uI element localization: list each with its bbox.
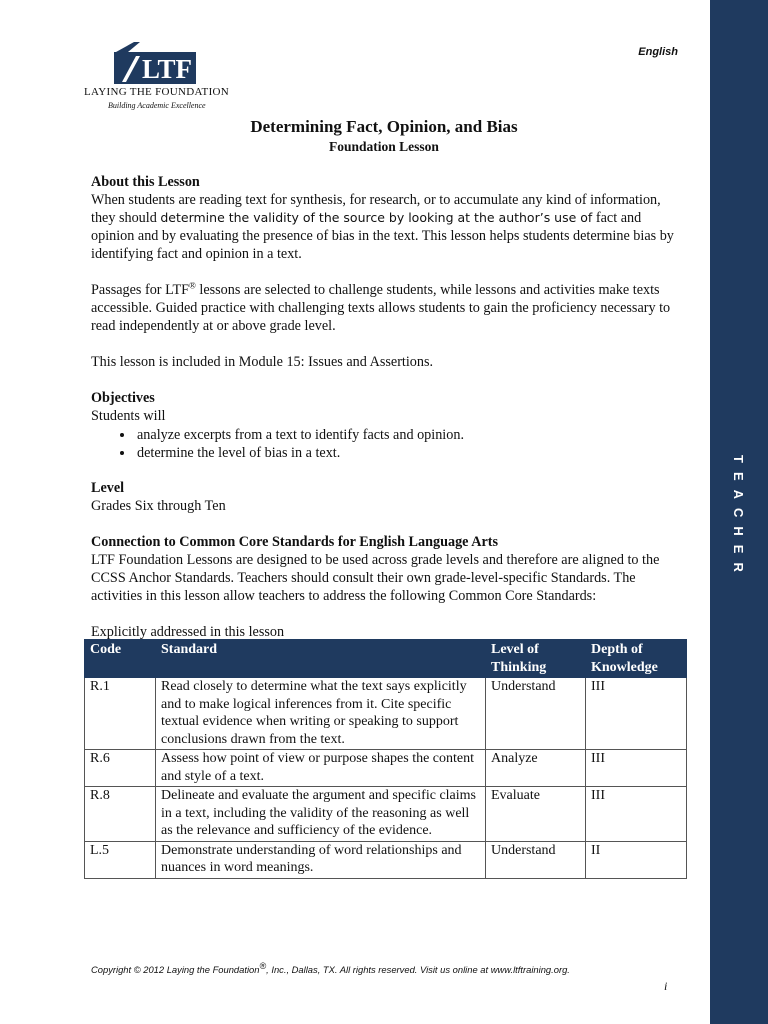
cell-code: R.1 [85,678,156,750]
connection-heading: Connection to Common Core Standards for English Language Arts [91,534,499,550]
level-heading: Level [91,480,125,496]
logo-line2: Building Academic Excellence [108,101,206,110]
table-row [85,750,687,787]
standards-table [84,639,687,879]
table-row [85,841,687,878]
cell-code: R.6 [85,750,156,787]
list-item: • determine the level of bias in a text. [135,444,686,462]
page-subtitle: Foundation Lesson [329,139,439,154]
table-row [85,787,687,842]
table-header-row [85,640,687,678]
copyright-footer: Copyright © 2012 Laying the Foundation®, Inc., Dallas, TX. All rights reserved. Visit us online at www.ltftraining.org. [91,960,570,975]
subject-label: English [638,46,678,58]
objectives-list [91,426,686,462]
cell-level: Understand [486,678,586,750]
table-row [85,678,687,750]
cell-depth: III [586,787,687,842]
sidebar-label: TEACHER [731,455,746,581]
header-level-of-thinking: Level of Thinking [486,640,586,678]
about-paragraph-1: When students are reading text for synthesis, for research, or to accumulate any kind of information, they should determine the validity of the source by looking at the author’s use of fact and opinion and by evaluating the presence of bias in the text. This lesson helps students determine bias by identifying fact and opinion in a text. [91,192,674,262]
cell-level: Evaluate [486,787,586,842]
cell-standard: Read closely to determine what the text says explicitly and to make logical inferences from it. Cite specific textual evidence when writing or speaking to support conclusions drawn from the text. [156,678,486,750]
table-caption: Explicitly addressed in this lesson [91,624,285,640]
cell-code: L.5 [85,841,156,878]
cell-depth: II [586,841,687,878]
ltf-logo-icon [114,42,196,84]
connection-text: LTF Foundation Lessons are designed to be used across grade levels and therefore are aligned to the CCSS Anchor Standards. Teachers should consult their own grade-level-specific Standards. The activities in this lesson allow teachers to address the following Common Core Standards: [91,552,660,604]
cell-level: Analyze [486,750,586,787]
cell-standard: Delineate and evaluate the argument and specific claims in a text, including the validity of the reasoning as well as the relevance and sufficiency of the evidence. [156,787,486,842]
cell-depth: III [586,750,687,787]
cell-code: R.8 [85,787,156,842]
page-title: Determining Fact, Opinion, and Bias [250,117,518,136]
about-paragraph-2: Passages for LTF® lessons are selected to challenge students, while lessons and activities make texts accessible. Guided practice with challenging texts allows students to gain the proficiency necessary to read independently at or above grade level. [91,280,671,334]
about-paragraph-1-highlight: determine the validity of the source by looking at the author’s use of [160,210,593,225]
cell-standard: Demonstrate understanding of word relationships and nuances in word meanings. [156,841,486,878]
cell-depth: III [586,678,687,750]
list-item: • analyze excerpts from a text to identify facts and opinion. [135,426,686,444]
header-standard: Standard [156,640,486,678]
objectives-intro: Students will [91,408,166,424]
header-depth-of-knowledge: Depth of Knowledge [586,640,687,678]
cell-level: Understand [486,841,586,878]
about-heading: About this Lesson [91,174,200,190]
logo-mark-text: LTF [142,54,193,84]
logo-line1: LAYING THE FOUNDATION [84,86,230,98]
header-code: Code [85,640,156,678]
level-text: Grades Six through Ten [91,498,226,514]
lesson-content [91,173,686,641]
cell-standard: Assess how point of view or purpose shapes the content and style of a text. [156,750,486,787]
about-paragraph-3: This lesson is included in Module 15: Issues and Assertions. [91,354,434,370]
objectives-heading: Objectives [91,390,155,406]
page-number: i [664,979,668,993]
